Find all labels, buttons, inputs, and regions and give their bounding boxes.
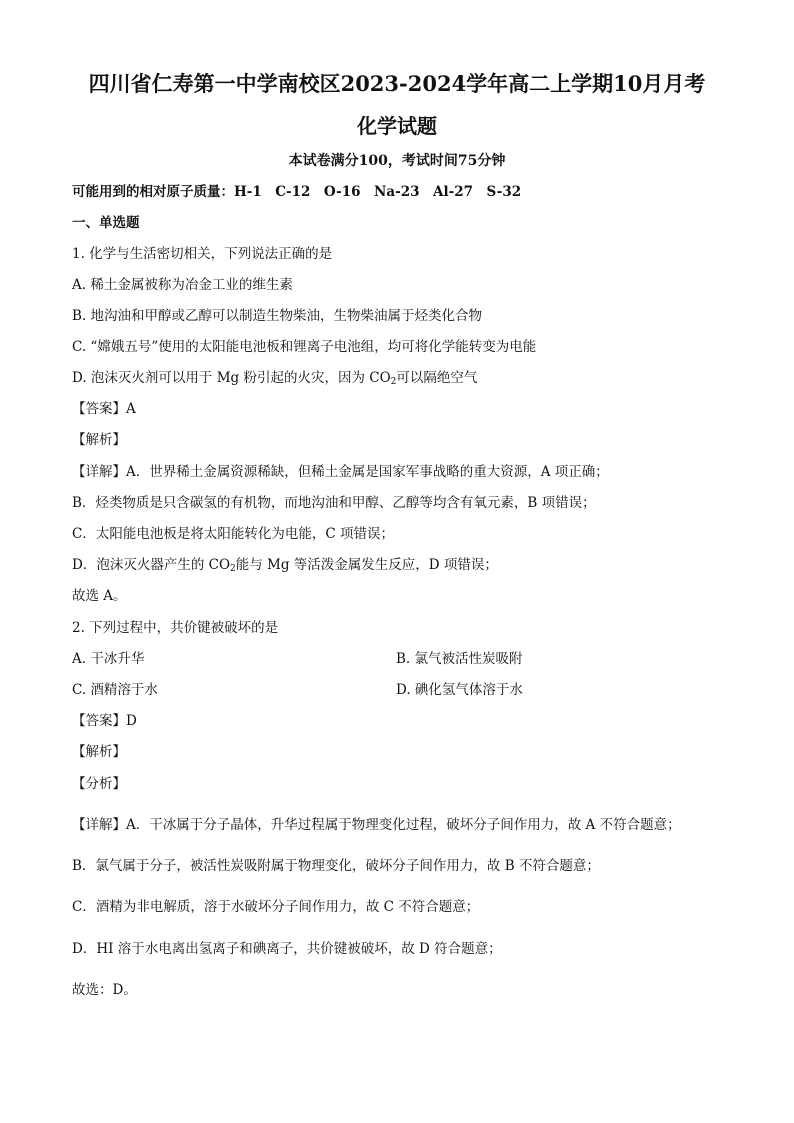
q1-option-c: C. “嫦娥五号”使用的太阳能电池板和锂离子电池组，均可将化学能转变为电能: [72, 339, 537, 355]
q1-detail-d: [72, 556, 498, 578]
q1-detail-a: 【详解】A．世界稀土金属资源稀缺，但稀土金属是国家军事战略的重大资源，A 项正确；: [72, 464, 609, 480]
q1-analysis-label: 【解析】: [72, 432, 126, 448]
subscript: 2: [230, 564, 236, 574]
q1-option-d-text: D. 泡沫灭火剂可以用于 Mg 粉引起的火灾，因为 CO: [72, 370, 391, 386]
q2-detail-d: D．HI 溶于水电离出氢离子和碘离子，共价键被破坏，故 D 符合题意；: [72, 941, 502, 957]
q1-option-a: A. 稀土金属被称为冶金工业的维生素: [72, 277, 293, 293]
subscript: 2: [390, 377, 397, 387]
q2-detail-b: B．氯气属于分子，被活性炭吸附属于物理变化，破坏分子间作用力，故 B 不符合题意；: [72, 858, 600, 874]
q2-detail-c: C．酒精为非电解质，溶于水破坏分子间作用力，故 C 不符合题意；: [72, 899, 480, 915]
q2-answer: 【答案】D: [72, 713, 137, 729]
q1-option-d-text-end: 可以隔绝空气: [396, 370, 478, 386]
q1-detail-b: B．烃类物质是只含碳氢的有机物，而地沟油和甲醇、乙醇等均含有氧元素，B 项错误；: [72, 495, 596, 511]
q2-option-b: B. 氯气被活性炭吸附: [396, 651, 523, 667]
q2-fenxi-label: 【分析】: [72, 776, 126, 792]
q2-option-c: C. 酒精溶于水: [72, 682, 158, 698]
q1-answer: 【答案】A: [72, 401, 136, 417]
q1-detail-d-text-end: 能与 Mg 等活泼金属发生反应，D 项错误；: [235, 557, 498, 573]
q2-detail-a: 【详解】A．干冰属于分子晶体，升华过程属于物理变化过程，破坏分子间作用力，故 A 不符合题意；: [72, 817, 681, 833]
atomic-masses: 可能用到的相对原子质量：H-1 C-12 O-16 Na-23 Al-27 S-32: [72, 184, 522, 200]
q2-analysis-label: 【解析】: [72, 744, 126, 760]
q1-option-d: [72, 369, 477, 391]
q2-option-d: D. 碘化氢气体溶于水: [396, 682, 523, 698]
q1-conclusion: 故选 A。: [72, 588, 127, 604]
q2-stem: 2. 下列过程中，共价键被破坏的是: [72, 620, 279, 636]
exam-info: 本试卷满分100，考试时间75分钟: [288, 153, 506, 169]
section-heading: 一、单选题: [72, 215, 140, 231]
exam-subtitle: 化学试题: [357, 114, 437, 138]
q2-option-a: A. 干冰升华: [72, 651, 145, 667]
q1-stem: 1. 化学与生活密切相关，下列说法正确的是: [72, 246, 333, 262]
q1-detail-d-text: D．泡沫灭火器产生的 CO: [72, 557, 231, 573]
q1-option-b: B. 地沟油和甲醇或乙醇可以制造生物柴油，生物柴油属于烃类化合物: [72, 308, 483, 324]
q2-conclusion: 故选：D。: [72, 982, 137, 998]
q1-detail-c: C．太阳能电池板是将太阳能转化为电能，C 项错误；: [72, 526, 394, 542]
exam-title: 四川省仁寿第一中学南校区2023-2024学年高二上学期10月月考: [88, 71, 706, 96]
